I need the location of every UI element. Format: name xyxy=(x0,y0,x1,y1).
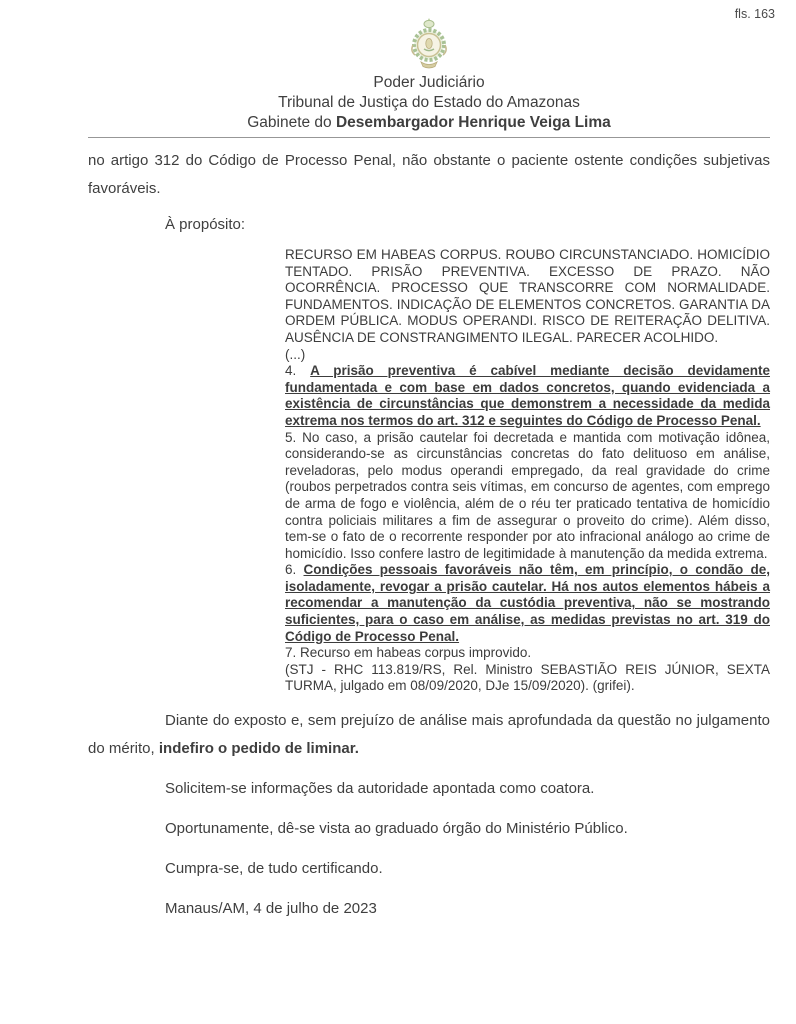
paragraph-place-date: Manaus/AM, 4 de julho de 2023 xyxy=(165,900,377,918)
quote-item-6 xyxy=(285,562,770,645)
office-prefix: Gabinete do xyxy=(247,114,336,131)
header-office-line xyxy=(88,113,770,133)
quote-item-5: 5. No caso, a prisão cautelar foi decretada e mantida com motivação idônea, considerando-se as circunstâncias concretas do fato delituoso em análise, reveladoras, pelo modus operandi empregado, da real gravidade do crime (roubos perpetrados contra seis vítimas, em concurso de agentes, com emprego de arma de fogo e violência, além de o réu ter praticado tentativa de homicídio contra policiais militares a fim de assegurar o proveito do crime). Além disso, tem-se o fato de o recorrente responder por ato infracional análogo ao crime de homicídio. Isso confere lastro de legitimidade à manutenção da medida extrema. xyxy=(285,429,770,561)
quote-citation: (STJ - RHC 113.819/RS, Rel. Ministro SEBASTIÃO REIS JÚNIOR, SEXTA TURMA, julgado em 08/09/2020, DJe 15/09/2020). (grifei). xyxy=(285,661,770,694)
quote-item-4-number: 4. xyxy=(285,363,311,379)
folio-number: fls. 163 xyxy=(734,7,775,21)
decision-emphasis: indefiro o pedido de liminar. xyxy=(158,740,359,758)
quote-heading: RECURSO EM HABEAS CORPUS. ROUBO CIRCUNSTANCIADO. HOMICÍDIO TENTADO. PRISÃO PREVENTIVA. EXCESSO DE PRAZO. NÃO OCORRÊNCIA. PROCESSO QUE TRANSCORRE COM NORMALIDADE. FUNDAMENTOS. INDICAÇÃO DE ELEMENTOS CONCRETOS. GARANTIA DA ORDEM PÚBLICA. MODUS OPERANDI. RISCO DE REITERAÇÃO DELITIVA. AUSÊNCIA DE CONSTRANGIMENTO ILEGAL. PARECER ACOLHIDO. xyxy=(285,247,770,345)
judge-name: Desembargador Henrique Veiga Lima xyxy=(335,114,611,131)
quote-item-6-number: 6. xyxy=(285,562,304,578)
paragraph-a-proposito: À propósito: xyxy=(165,216,246,233)
quote-item-7: 7. Recurso em habeas corpus improvido. xyxy=(285,645,532,661)
quote-ellipsis: (...) xyxy=(285,346,306,362)
header-branch-title: Poder Judiciário xyxy=(373,74,485,91)
paragraph-cumpra-se: Cumpra-se, de tudo certificando. xyxy=(165,860,383,878)
quote-block xyxy=(285,247,770,695)
coat-of-arms-icon xyxy=(408,16,450,70)
paragraph-decision xyxy=(88,707,770,763)
paragraph-continuation: no artigo 312 do Código de Processo Penal, não obstante o paciente ostente condições subjetivas favoráveis. xyxy=(88,152,770,197)
decision-text: Diante do exposto e, sem prejuízo de análise mais aprofundada da questão no julgamento do mérito, xyxy=(88,712,770,758)
quote-item-4 xyxy=(285,363,770,429)
header-court-name: Tribunal de Justiça do Estado do Amazonas xyxy=(278,94,580,111)
quote-item-6-emphasis: Condições pessoais favoráveis não têm, em princípio, o condão de, isoladamente, revogar a prisão cautelar. Há nos autos elementos hábeis a recomendar a manutenção da custódia preventiva, não se mostrando suficientes, para o caso em análise, as medidas previstas no art. 319 do Código de Processo Penal. xyxy=(285,562,770,644)
quote-item-4-emphasis: A prisão preventiva é cabível mediante decisão devidamente fundamentada e com base em dados concretos, quando evidenciada a existência de circunstâncias que demonstrem a necessidade da medida extrema nos termos do art. 312 e seguintes do Código de Processo Penal. xyxy=(285,363,770,428)
document-body xyxy=(88,138,770,923)
document-header xyxy=(88,0,770,133)
paragraph-solicitem: Solicitem-se informações da autoridade apontada como coatora. xyxy=(165,780,595,798)
paragraph-oportunamente: Oportunamente, dê-se vista ao graduado órgão do Ministério Público. xyxy=(165,820,628,838)
